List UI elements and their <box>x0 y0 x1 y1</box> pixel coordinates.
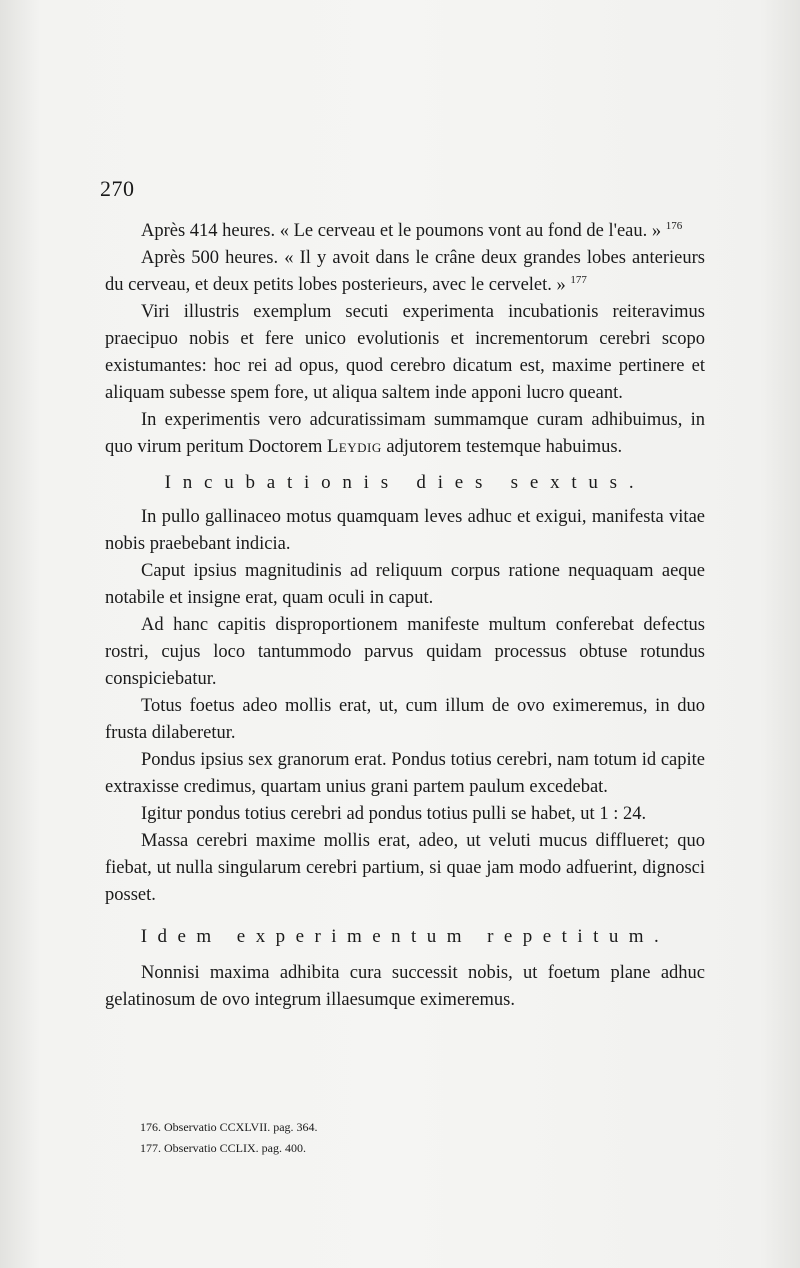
footnote: 177. Observatio CCLIX. pag. 400. <box>140 1141 306 1155</box>
section-heading: Idem experimentum repetitum. <box>140 926 670 947</box>
paragraph: Ad hanc capitis disproportionem manifeste multum conferebat defectus rostri, cujus loco tantummodo parvus quidam processus obtuse rotundus conspiciebatur. <box>105 615 705 689</box>
footnotes <box>140 1117 640 1159</box>
page-number: 270 <box>100 176 135 201</box>
body-text <box>105 218 705 1014</box>
paragraph: Totus foetus adeo mollis erat, ut, cum illum de ovo eximeremus, in duo frusta dilaberetur. <box>105 696 705 743</box>
footnote-ref: 176 <box>665 219 683 232</box>
paragraph: Caput ipsius magnitudinis ad reliquum corpus ratione nequaquam aeque notabile et insigne erat, quam oculi in caput. <box>105 561 705 608</box>
author-name: Leydig <box>326 437 382 457</box>
paragraph: Igitur pondus totius cerebri ad pondus totius pulli se habet, ut 1 : 24. <box>141 804 647 824</box>
paragraph: Nonnisi maxima adhibita cura successit nobis, ut foetum plane adhuc gelatinosum de ovo integrum illaesumque eximeremus. <box>105 963 705 1010</box>
paragraph: In pullo gallinaceo motus quamquam leves adhuc et exigui, manifesta vitae nobis praebebant indicia. <box>105 507 705 554</box>
paragraph: Massa cerebri maxime mollis erat, adeo, ut veluti mucus difflueret; quo fiebat, ut nulla singularum cerebri partium, si quae jam modo adfuerint, dignosci posset. <box>105 831 705 905</box>
paragraph: Pondus ipsius sex granorum erat. Pondus totius cerebri, nam totum id capite extraxisse credimus, quartam unius grani partem paulum excedebat. <box>105 750 705 797</box>
footnote: 176. Observatio CCXLVII. pag. 364. <box>140 1120 318 1134</box>
footnote-ref: 177 <box>570 273 587 286</box>
paragraph: Après 414 heures. « Le cerveau et le poumons vont au fond de l'eau. » $^{176}$ <box>141 219 683 241</box>
paragraph: In experimentis vero adcuratissimam summamque curam adhibuimus, in quo virum peritum Doctorem Leydig adjutorem testemque habuimus. <box>105 410 705 457</box>
paragraph: Viri illustris exemplum secuti experimenta incubationis reiteravimus praecipuo nobis et fere unico evolutionis et incrementorum cerebri scopo existumantes: hoc rei ad opus, quod cerebro dicatum est, maxime pertinere et aliquam subesse spem fore, ut aliqua saltem inde apponi lucro queant. <box>105 302 705 403</box>
section-heading: Incubationis dies sextus. <box>164 472 646 493</box>
paragraph: Après 500 heures. « Il y avoit dans le crâne deux grandes lobes anterieurs du cerveau, et deux petits lobes posterieurs, avec le cervelet. » $^{177}$ <box>105 248 705 295</box>
